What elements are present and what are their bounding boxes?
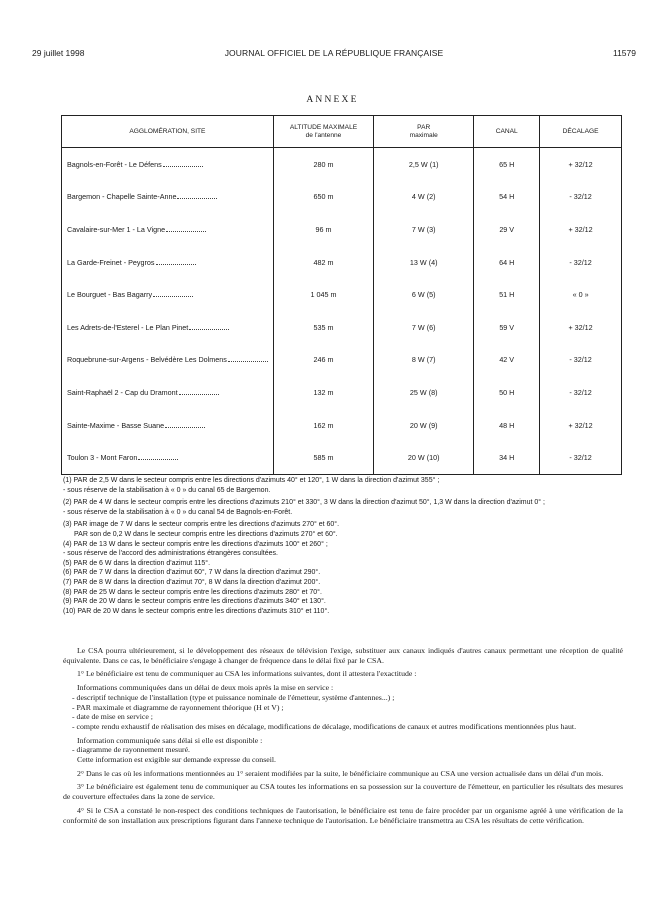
- cell-par: [374, 246, 474, 279]
- header-decalage: DÉCALAGE: [540, 116, 622, 148]
- cell-decalage-text: « 0 »: [572, 290, 589, 300]
- paragraph-obligation-3: 3° Le bénéficiaire est également tenu de communiquer au CSA toutes les informations en sa possession sur la couverture de l'émetteur, en particulier les résultats des mesures de couverture effectuées dans la zone de service.: [63, 782, 623, 802]
- table-row: [62, 376, 622, 409]
- cell-site: [62, 311, 274, 344]
- list-item: - diagramme de rayonnement mesuré.: [72, 745, 190, 755]
- footnote: PAR son de 0,2 W dans le secteur compris entre les directions d'azimuts 270° et 60°.: [74, 530, 338, 538]
- cell-site-text: Sainte-Maxime - Basse Suane: [67, 420, 165, 430]
- table-row: [62, 441, 622, 474]
- cell-canal-text: 48 H: [499, 420, 515, 430]
- cell-site-text: Saint-Raphaël 2 - Cap du Dramont: [67, 387, 178, 397]
- table-row: [62, 213, 622, 246]
- footnote: (6) PAR de 7 W dans la direction d'azimut 60°, 7 W dans la direction d'azimut 290°.: [63, 569, 321, 577]
- cell-site: [62, 246, 274, 279]
- cell-altitude-text: 96 m: [315, 224, 332, 234]
- info-list-2: [63, 745, 623, 755]
- cell-canal: [474, 148, 540, 181]
- cell-altitude-text: 482 m: [313, 257, 334, 267]
- cell-altitude: [273, 441, 373, 474]
- cell-altitude-text: 132 m: [313, 387, 334, 397]
- cell-altitude-text: 162 m: [313, 420, 334, 430]
- footnote: (4) PAR de 13 W dans le secteur compris entre les directions d'azimuts 100° et 260° ;: [63, 540, 328, 548]
- cell-canal: [474, 344, 540, 377]
- dotted-leader: [177, 197, 217, 199]
- cell-par: [374, 409, 474, 442]
- list-item: - PAR maximale et diagramme de rayonnement théorique (H et V) ;: [72, 702, 284, 712]
- table-row: [62, 246, 622, 279]
- footnote: (10) PAR de 20 W dans le secteur compris entre les directions d'azimuts 310° et 110°.: [63, 607, 330, 615]
- paragraph-obligation-1: 1° Le bénéficiaire est tenu de communiquer au CSA les informations suivantes, dont il attestera l'exactitude :: [77, 669, 417, 679]
- cell-decalage: [540, 311, 622, 344]
- annexe-title: ANNEXE: [306, 95, 359, 105]
- cell-decalage-text: + 32/12: [568, 322, 593, 332]
- paragraph-info-available: Information communiquée sans délai si elle est disponible :: [77, 735, 263, 745]
- table-row: [62, 311, 622, 344]
- cell-altitude-text: 585 m: [313, 453, 334, 463]
- cell-site-text: Les Adrets-de-l'Esterel - Le Plan Pinet: [67, 322, 189, 332]
- page-header: [32, 48, 636, 62]
- cell-par-text: 25 W (8): [409, 387, 438, 397]
- cell-par: [374, 344, 474, 377]
- list-item: - date de mise en service ;: [72, 712, 153, 722]
- table-header-row: [62, 116, 622, 148]
- cell-decalage: [540, 278, 622, 311]
- cell-altitude-text: 1 045 m: [310, 290, 337, 300]
- list-item: - descriptif technique de l'installation (type et puissance nominale de l'émetteur, système d'antennes...) ;: [72, 692, 395, 702]
- cell-altitude: [273, 213, 373, 246]
- cell-par: [374, 311, 474, 344]
- cell-par: [374, 376, 474, 409]
- cell-site: [62, 409, 274, 442]
- footnotes: [63, 476, 623, 616]
- cell-canal-text: 34 H: [499, 453, 515, 463]
- cell-decalage: [540, 441, 622, 474]
- cell-par-text: 6 W (5): [411, 290, 436, 300]
- cell-altitude-text: 246 m: [313, 355, 334, 365]
- cell-decalage-text: + 32/12: [568, 159, 593, 169]
- paragraph-obligation-2: 2° Dans le cas où les informations mentionnées au 1° seraient modifiées par la suite, le bénéficiaire communique au CSA une version actualisée dans un délai d'un mois.: [77, 768, 604, 778]
- cell-canal: [474, 213, 540, 246]
- cell-canal-text: 42 V: [499, 355, 515, 365]
- table-body: [62, 148, 622, 475]
- cell-site-text: Bagnols-en-Forêt - Le Défens: [67, 159, 162, 169]
- header-page-number: 11579: [612, 48, 636, 58]
- header-par: PAR maximale: [374, 116, 474, 148]
- cell-canal: [474, 409, 540, 442]
- cell-altitude-text: 280 m: [313, 159, 334, 169]
- cell-site-text: Toulon 3 - Mont Faron: [67, 453, 138, 463]
- cell-canal-text: 51 H: [499, 290, 515, 300]
- footnote: - sous réserve de la stabilisation à « 0 » du canal 65 de Bargemon.: [63, 486, 271, 494]
- dotted-leader: [153, 295, 193, 297]
- cell-par: [374, 441, 474, 474]
- cell-canal: [474, 246, 540, 279]
- cell-site: [62, 344, 274, 377]
- table-row: [62, 181, 622, 214]
- cell-decalage-text: + 32/12: [568, 420, 593, 430]
- table-row: [62, 409, 622, 442]
- dotted-leader: [138, 458, 178, 460]
- paragraph-substitution: Le CSA pourra ultérieurement, si le développement des réseaux de télévision l'exige, substituer aux canaux indiqués d'autres canaux permettant une réception de qualité équivalente. Dans ce cas, le bénéficiaire s'engage à changer de fréquence dans le délai fixé par le CSA.: [63, 646, 623, 665]
- cell-decalage-text: - 32/12: [569, 257, 592, 267]
- cell-par-text: 4 W (2): [411, 192, 436, 202]
- footnote: (2) PAR de 4 W dans le secteur compris entre les directions d'azimuts 210° et 330°, 3 W dans la direction d'azimut 50°, 1,3 W dans la direction d'azimut 0° ;: [63, 499, 545, 507]
- footnote: - sous réserve de la stabilisation à « 0 » du canal 54 de Bagnols-en-Forêt.: [63, 508, 293, 516]
- body-text: [63, 646, 623, 825]
- footnote: (3) PAR image de 7 W dans le secteur compris entre les directions d'azimuts 270° et 60°.: [63, 521, 340, 529]
- cell-decalage: [540, 181, 622, 214]
- cell-altitude: [273, 148, 373, 181]
- cell-decalage: [540, 376, 622, 409]
- cell-par: [374, 278, 474, 311]
- cell-canal: [474, 311, 540, 344]
- footnote: (5) PAR de 6 W dans la direction d'azimut 115°.: [63, 559, 211, 567]
- header-site: AGGLOMÉRATION, SITE: [62, 116, 274, 148]
- footnote: (9) PAR de 20 W dans le secteur compris entre les directions d'azimuts 340° et 130°.: [63, 598, 326, 606]
- cell-decalage: [540, 409, 622, 442]
- cell-altitude: [273, 246, 373, 279]
- dotted-leader: [165, 426, 205, 428]
- header-canal: CANAL: [474, 116, 540, 148]
- cell-par-text: 20 W (10): [407, 453, 440, 463]
- cell-decalage: [540, 246, 622, 279]
- cell-site: [62, 376, 274, 409]
- paragraph-info-delay: Informations communiquées dans un délai de deux mois après la mise en service :: [77, 683, 334, 693]
- cell-site: [62, 441, 274, 474]
- cell-decalage: [540, 148, 622, 181]
- cell-decalage-text: + 32/12: [568, 224, 593, 234]
- footnote: - sous réserve de l'accord des administrations étrangères consultées.: [63, 550, 278, 558]
- header-date: 29 juillet 1998: [32, 48, 85, 58]
- footnote: (8) PAR de 25 W dans le secteur compris entre les directions d'azimuts 280° et 70°.: [63, 588, 322, 596]
- cell-decalage: [540, 344, 622, 377]
- cell-decalage: [540, 213, 622, 246]
- cell-par-text: 7 W (3): [411, 224, 436, 234]
- dotted-leader: [156, 263, 196, 265]
- header-title: JOURNAL OFFICIEL DE LA RÉPUBLIQUE FRANÇAISE: [224, 48, 444, 58]
- paragraph-obligation-4: 4° Si le CSA a constaté le non-respect des conditions techniques de l'autorisation, le bénéficiaire est tenu de faire procéder par un organisme agréé à une vérification de la conformité de son installation aux prescriptions figurant dans l'annexe technique de l'autorisation. Le bénéficiaire transmettra au CSA les résultats de cette vérification.: [63, 805, 623, 825]
- dotted-leader: [166, 230, 206, 232]
- cell-altitude-text: 650 m: [313, 192, 334, 202]
- cell-par-text: 13 W (4): [409, 257, 438, 267]
- info-list: [63, 693, 623, 732]
- cell-altitude: [273, 409, 373, 442]
- cell-site-text: Cavalaire-sur-Mer 1 - La Vigne: [67, 224, 166, 234]
- cell-decalage-text: - 32/12: [569, 192, 592, 202]
- cell-canal: [474, 441, 540, 474]
- cell-canal-text: 59 V: [499, 322, 515, 332]
- cell-decalage-text: - 32/12: [569, 453, 592, 463]
- annex-table: [61, 115, 622, 475]
- cell-canal-text: 29 V: [499, 224, 515, 234]
- cell-site: [62, 181, 274, 214]
- cell-altitude: [273, 181, 373, 214]
- dotted-leader: [228, 360, 268, 362]
- cell-canal-text: 50 H: [499, 387, 515, 397]
- cell-par: [374, 148, 474, 181]
- table-row: [62, 344, 622, 377]
- cell-par-text: 20 W (9): [409, 420, 438, 430]
- dotted-leader: [179, 393, 219, 395]
- cell-altitude-text: 535 m: [313, 322, 334, 332]
- footnote: (7) PAR de 8 W dans la direction d'azimut 70°, 8 W dans la direction d'azimut 200°.: [63, 578, 321, 586]
- cell-altitude: [273, 344, 373, 377]
- list-item: - compte rendu exhaustif de réalisation des mises en décalage, modifications de décalage, modifications de canaux et autres modifications mentionnées plus haut.: [72, 721, 577, 731]
- paragraph-demand: Cette information est exigible sur demande expresse du conseil.: [77, 755, 276, 765]
- cell-par-text: 7 W (6): [411, 322, 436, 332]
- cell-par: [374, 213, 474, 246]
- cell-altitude: [273, 376, 373, 409]
- cell-altitude: [273, 278, 373, 311]
- cell-canal-text: 65 H: [499, 159, 515, 169]
- footnote: (1) PAR de 2,5 W dans le secteur compris entre les directions d'azimuts 40° et 120°, 1 W dans la direction d'azimut 355° ;: [63, 477, 440, 484]
- cell-site-text: Roquebrune-sur-Argens - Belvédère Les Dolmens: [67, 355, 227, 365]
- cell-site-text: Le Bourguet - Bas Bagarry: [67, 290, 153, 300]
- cell-site-text: La Garde-Freinet - Peygros: [67, 257, 155, 267]
- cell-canal-text: 64 H: [499, 257, 515, 267]
- cell-altitude: [273, 311, 373, 344]
- table-row: [62, 278, 622, 311]
- cell-par-text: 8 W (7): [411, 355, 436, 365]
- cell-site-text: Bargemon - Chapelle Sainte-Anne: [67, 192, 177, 202]
- cell-site: [62, 213, 274, 246]
- cell-canal-text: 54 H: [499, 192, 515, 202]
- dotted-leader: [163, 165, 203, 167]
- cell-par-text: 2,5 W (1): [408, 159, 439, 169]
- cell-decalage-text: - 32/12: [569, 387, 592, 397]
- cell-site: [62, 148, 274, 181]
- cell-canal: [474, 181, 540, 214]
- dotted-leader: [189, 328, 229, 330]
- header-altitude: ALTITUDE MAXIMALE de l'antenne: [273, 116, 373, 148]
- table-row: [62, 148, 622, 181]
- cell-canal: [474, 376, 540, 409]
- cell-site: [62, 278, 274, 311]
- cell-decalage-text: - 32/12: [569, 355, 592, 365]
- cell-par: [374, 181, 474, 214]
- cell-canal: [474, 278, 540, 311]
